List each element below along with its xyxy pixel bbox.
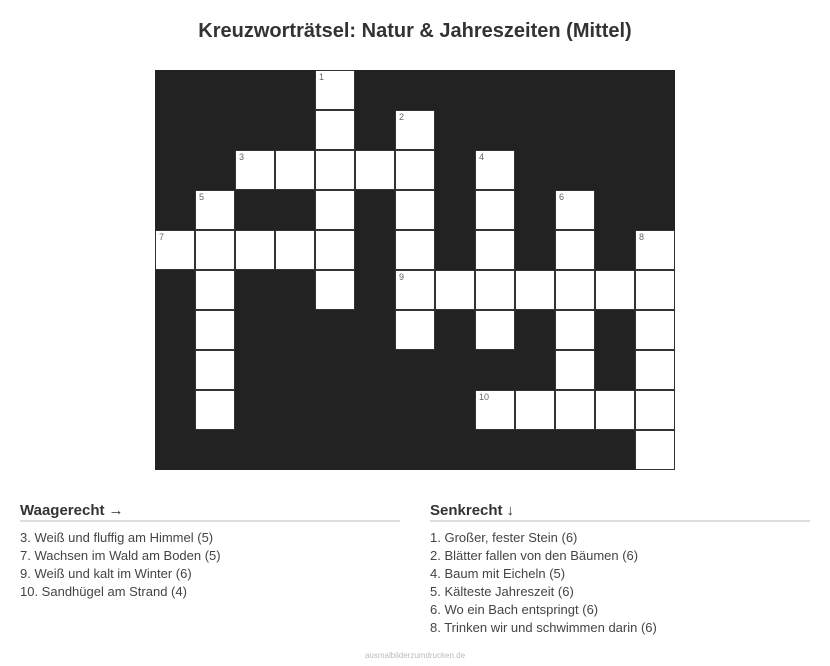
crossword-cell[interactable]	[195, 390, 235, 430]
crossword-cell[interactable]	[635, 270, 675, 310]
clue-item: 2. Blätter fallen von den Bäumen (6)	[430, 548, 639, 563]
clue-number: 2	[399, 112, 405, 122]
crossword-cell[interactable]	[195, 190, 235, 230]
clue-number: 4	[479, 152, 485, 162]
clue-list-down	[430, 529, 810, 637]
crossword-grid	[155, 70, 675, 470]
crossword-cell[interactable]	[595, 270, 635, 310]
crossword-cell[interactable]	[555, 350, 595, 390]
clue-number: 5	[199, 192, 205, 202]
page-title: Kreuzworträtsel: Natur & Jahreszeiten (Mittel)	[198, 20, 632, 42]
clue-number: 8	[639, 232, 645, 242]
crossword-cell[interactable]	[635, 310, 675, 350]
clue-item: 6. Wo ein Bach entspringt (6)	[430, 602, 599, 617]
down-heading-label: Senkrecht	[430, 502, 503, 519]
clue-number: 1	[319, 72, 325, 82]
clue-number: 3	[239, 152, 245, 162]
crossword-cell[interactable]	[315, 230, 355, 270]
clue-number: 6	[559, 192, 565, 202]
crossword-cell[interactable]	[635, 230, 675, 270]
crossword-cell[interactable]	[235, 150, 275, 190]
crossword-cell[interactable]	[195, 350, 235, 390]
clue-item: 9. Weiß und kalt im Winter (6)	[20, 566, 192, 581]
crossword-cell[interactable]	[235, 230, 275, 270]
arrow-right-icon: →	[108, 502, 124, 519]
clue-number: 10	[479, 392, 490, 402]
clue-list-across	[20, 529, 400, 601]
crossword-cell[interactable]	[315, 190, 355, 230]
clue-item: 1. Großer, fester Stein (6)	[430, 530, 578, 545]
down-clues	[430, 502, 810, 637]
crossword-cell[interactable]	[635, 350, 675, 390]
crossword-cell[interactable]	[195, 230, 235, 270]
crossword-cell[interactable]	[155, 230, 195, 270]
clue-item: 4. Baum mit Eicheln (5)	[430, 566, 566, 581]
crossword-cell[interactable]	[635, 430, 675, 470]
clue-item: 5. Kälteste Jahreszeit (6)	[430, 584, 574, 599]
crossword-cell[interactable]	[395, 230, 435, 270]
crossword-cell[interactable]	[555, 390, 595, 430]
crossword-cell[interactable]	[275, 230, 315, 270]
clue-item: 3. Weiß und fluffig am Himmel (5)	[20, 530, 214, 545]
crossword-cell[interactable]	[635, 390, 675, 430]
crossword-cell[interactable]	[275, 150, 315, 190]
clue-item: 10. Sandhügel am Strand (4)	[20, 584, 187, 599]
crossword-cell[interactable]	[315, 70, 355, 110]
across-heading-label: Waagerecht	[20, 502, 105, 519]
clue-item: 8. Trinken wir und schwimmen darin (6)	[430, 620, 657, 635]
crossword-cell[interactable]	[515, 270, 555, 310]
crossword-cell[interactable]	[475, 190, 515, 230]
crossword-cell[interactable]	[395, 310, 435, 350]
clue-item: 7. Wachsen im Wald am Boden (5)	[20, 548, 221, 563]
across-clues	[20, 502, 400, 601]
crossword-cell[interactable]	[395, 270, 435, 310]
crossword-cell[interactable]	[435, 270, 475, 310]
crossword-cell[interactable]	[555, 190, 595, 230]
crossword-cell[interactable]	[355, 150, 395, 190]
across-heading	[20, 502, 400, 522]
crossword-cell[interactable]	[555, 230, 595, 270]
crossword-cell[interactable]	[395, 110, 435, 150]
crossword-cell[interactable]	[475, 390, 515, 430]
crossword-cell[interactable]	[475, 310, 515, 350]
crossword-cell[interactable]	[475, 230, 515, 270]
clue-number: 7	[159, 232, 165, 242]
footer-credit: ausmalbilderzumdrucken.de	[364, 651, 466, 660]
crossword-cell[interactable]	[195, 310, 235, 350]
crossword-cell[interactable]	[315, 270, 355, 310]
crossword-cell[interactable]	[475, 150, 515, 190]
crossword-cell[interactable]	[395, 150, 435, 190]
crossword-cell[interactable]	[315, 150, 355, 190]
crossword-cell[interactable]	[395, 190, 435, 230]
crossword-cell[interactable]	[475, 270, 515, 310]
crossword-cell[interactable]	[555, 310, 595, 350]
crossword-cell[interactable]	[315, 110, 355, 150]
crossword-cell[interactable]	[595, 390, 635, 430]
down-heading	[430, 502, 810, 522]
crossword-cell[interactable]	[555, 270, 595, 310]
crossword-cell[interactable]	[515, 390, 555, 430]
clue-number: 9	[399, 272, 405, 282]
arrow-down-icon: ↓	[506, 502, 515, 519]
crossword-cell[interactable]	[195, 270, 235, 310]
